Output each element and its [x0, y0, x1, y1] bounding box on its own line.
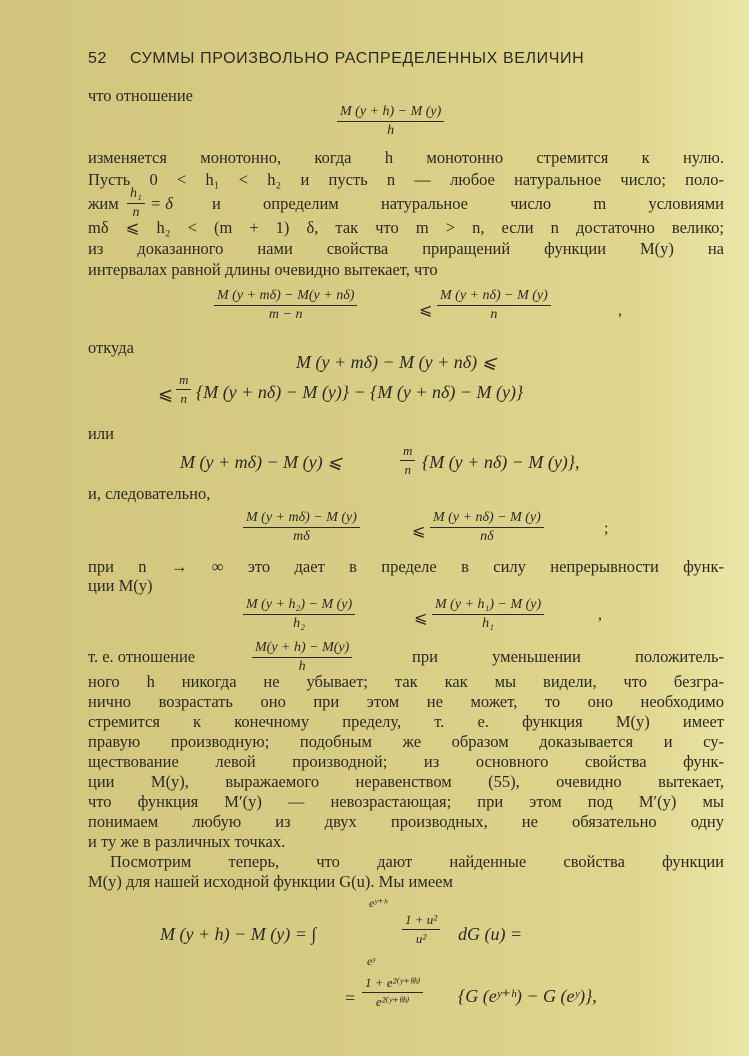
formula-m-over-n [400, 443, 415, 478]
relation: = [345, 988, 356, 1008]
denominator: mδ [293, 529, 310, 544]
denominator: e²⁽ʸ⁺ᶿʰ⁾ [375, 994, 410, 1009]
header-title: СУММЫ ПРОИЗВОЛЬНО РАСПРЕДЕЛЕННЫХ ВЕЛИЧИН [130, 50, 585, 67]
formula-h1-over-n [127, 186, 145, 221]
numerator: M (y + nδ) − M (y) [430, 510, 544, 528]
denominator: u² [415, 931, 427, 946]
relation: ⩽ [419, 302, 433, 319]
formula-integrand [402, 912, 440, 947]
numerator: M (y + nδ) − M (y) [437, 288, 551, 306]
integral-upper-limit: eʸ⁺ʰ [369, 896, 388, 910]
formula-lhs [214, 288, 357, 323]
formula-ratio [337, 104, 444, 139]
numerator: M (y + h₁) − M (y) [432, 597, 544, 615]
formula-rhs [432, 597, 544, 632]
formula-rhs [430, 510, 544, 545]
formula-line: dG (u) = [458, 924, 523, 944]
text-line: M(y) для нашей исходной функции G(u). Мы имеем [88, 872, 453, 891]
formula-line: {G (eʸ⁺ʰ) − G (eʸ)}, [458, 986, 597, 1006]
text-line: Посмотрим теперь, что дают найденные свойства функции [110, 852, 724, 871]
text-line: и определим натуральное число m условиями [212, 194, 724, 213]
text-line: Пусть 0 < h₁ < h₂ и пусть n — любое натуральное число; поло- [88, 170, 724, 189]
punctuation: , [598, 606, 602, 623]
text-line: понимаем любую из двух производных, не обязательно одну [88, 812, 724, 831]
formula-line: {M (y + nδ) − M (y)} − {M (y + nδ) − M (y)} [196, 382, 524, 402]
denominator: h [298, 659, 306, 674]
text-line: ции M(y) [88, 576, 153, 595]
text-line: или [88, 424, 114, 443]
denominator: nδ [480, 529, 494, 544]
text-line: откуда [88, 338, 134, 357]
text-line: ного h никогда не убывает; так как мы видели, что безгра- [88, 672, 724, 691]
text-line: интервалах равной длины очевидно вытекает, что [88, 260, 438, 279]
denominator: n [404, 462, 411, 477]
denominator: m − n [268, 307, 303, 322]
relation: ⩽ [158, 384, 174, 404]
relation: ⩽ [412, 523, 426, 540]
denominator: n [132, 205, 140, 220]
numerator: m [176, 372, 191, 390]
formula-rhs [437, 288, 551, 323]
numerator: M (y + mδ) − M (y) [243, 510, 360, 528]
text-line: и, следовательно, [88, 484, 211, 503]
formula-ratio [252, 640, 352, 675]
formula-lhs [243, 510, 360, 545]
numerator: 1 + u² [402, 912, 440, 930]
relation: ⩽ [414, 610, 428, 627]
text-line: нично возрастать оно при этом не может, то оно необходимо [88, 692, 724, 711]
text-line: правую производную; подобным же образом доказывается и су- [88, 732, 724, 751]
punctuation: ; [604, 520, 609, 537]
page-number: 52 [88, 50, 107, 67]
formula-fraction [362, 975, 423, 1010]
formula-m-over-n [176, 372, 191, 407]
numerator: m [400, 443, 415, 461]
formula-line: M (y + mδ) − M (y) ⩽ [180, 452, 343, 472]
denominator: h [387, 123, 395, 138]
numerator: 1 + e²⁽ʸ⁺ᶿʰ⁾ [362, 975, 423, 993]
integral-lower-limit: eʸ [367, 954, 376, 968]
text-line: при уменьшении положитель- [412, 647, 724, 666]
numerator: M (y + h) − M (y) [337, 104, 444, 122]
numerator: h₁ [127, 186, 145, 204]
text-line: стремится к конечному пределу, т. е. функция M(y) имеет [88, 712, 724, 731]
text-line: что функция M′(y) — невозрастающая; при этом под M′(y) мы [88, 792, 724, 811]
numerator: M (y + mδ) − M(y + nδ) [214, 288, 357, 306]
denominator: n [180, 391, 187, 406]
text-line: mδ ⩽ h₂ < (m + 1) δ, так что m > n, если n достаточно велико; [88, 218, 724, 237]
denominator: n [490, 307, 498, 322]
denominator: h₁ [482, 616, 495, 631]
text-line: при n → ∞ это дает в пределе в силу непрерывности функ- [88, 557, 724, 576]
formula-line: M (y + h) − M (y) = ∫ [160, 924, 317, 944]
numerator: M (y + h₂) − M (y) [243, 597, 355, 615]
punctuation: , [618, 302, 622, 319]
text-line: ществование левой производной; из основного свойства функ- [88, 752, 724, 771]
running-header [88, 50, 728, 68]
text-fragment: т. е. отношение [88, 647, 196, 666]
text-line: изменяется монотонно, когда h монотонно стремится к нулю. [88, 148, 724, 167]
formula-line: {M (y + nδ) − M (y)}, [422, 452, 580, 472]
text-line: из доказанного нами свойства приращений функции M(y) на [88, 239, 724, 258]
text-fragment: = δ [150, 194, 173, 213]
denominator: h₂ [293, 616, 306, 631]
formula-lhs [243, 597, 355, 632]
formula-line: M (y + mδ) − M (y + nδ) ⩽ [296, 352, 497, 372]
numerator: M(y + h) − M(y) [252, 640, 352, 658]
text-line: ции M(y), выражаемого неравенством (55), очевидно вытекает, [88, 772, 724, 791]
text-line: и ту же в различных точках. [88, 832, 286, 851]
text-fragment: жим [88, 194, 119, 213]
text-line: что отношение [88, 86, 194, 105]
